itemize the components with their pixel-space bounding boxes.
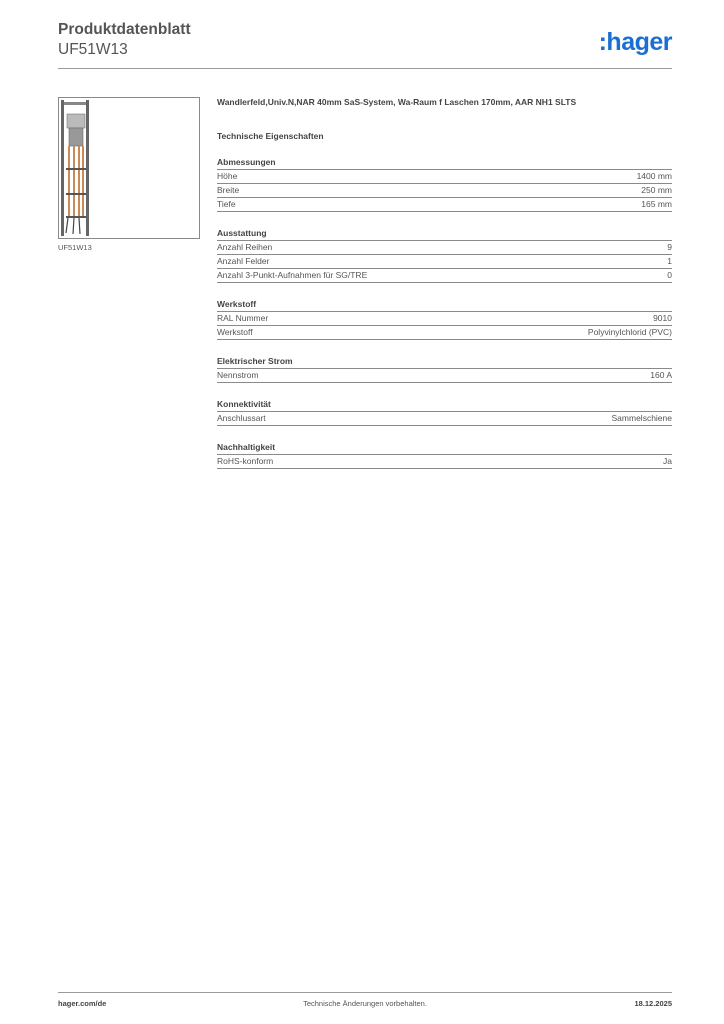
spec-row [217, 312, 672, 326]
spec-label: Tiefe [217, 199, 236, 209]
spec-label: Werkstoff [217, 327, 253, 337]
spec-row [217, 412, 672, 426]
spec-label: Höhe [217, 171, 238, 181]
footer-date: 18.12.2025 [634, 999, 672, 1008]
spec-row [217, 369, 672, 383]
spec-value: 1 [667, 256, 672, 266]
spec-value: 0 [667, 270, 672, 280]
page-header [58, 20, 672, 60]
spec-value: Sammelschiene [611, 413, 672, 423]
spec-label: RoHS-konform [217, 456, 274, 466]
section-elektrischer-strom [217, 356, 672, 383]
section-ausstattung [217, 228, 672, 283]
spec-row [217, 170, 672, 184]
section-nachhaltigkeit [217, 442, 672, 469]
image-caption: UF51W13 [58, 243, 92, 252]
section-werkstoff [217, 299, 672, 340]
hager-logo: :hager [598, 28, 672, 56]
section-title: Nachhaltigkeit [217, 442, 672, 455]
footer-website-link[interactable]: hager.com/de [58, 999, 107, 1008]
spec-label: Anzahl Felder [217, 256, 270, 266]
section-konnektivitaet [217, 399, 672, 426]
spec-row [217, 255, 672, 269]
spec-row [217, 198, 672, 212]
section-abmessungen [217, 157, 672, 212]
section-title: Konnektivität [217, 399, 672, 412]
section-title: Elektrischer Strom [217, 356, 672, 369]
product-code: UF51W13 [58, 41, 128, 58]
product-details [217, 96, 672, 469]
spec-value: 9 [667, 242, 672, 252]
spec-value: 250 mm [641, 185, 672, 195]
spec-value: Polyvinylchlorid (PVC) [587, 327, 672, 337]
spec-value: 9010 [653, 313, 672, 323]
section-title: Werkstoff [217, 299, 672, 312]
spec-row [217, 455, 672, 469]
section-title: Abmessungen [217, 157, 672, 170]
spec-label: Breite [217, 185, 240, 195]
header-divider [58, 68, 672, 69]
page-title: Produktdatenblatt [58, 21, 191, 38]
spec-value: 165 mm [641, 199, 672, 209]
footer-notice: Technische Änderungen vorbehalten. [303, 999, 427, 1008]
spec-value: Ja [663, 456, 672, 466]
spec-label: Anschlussart [217, 413, 266, 423]
spec-label: Nennstrom [217, 370, 259, 380]
footer-divider [58, 992, 672, 993]
spec-row [217, 184, 672, 198]
section-title: Ausstattung [217, 228, 672, 241]
spec-row [217, 269, 672, 283]
product-illustration [59, 98, 199, 238]
spec-value: 1400 mm [636, 171, 672, 181]
spec-value: 160 A [650, 370, 672, 380]
product-description: Wandlerfeld,Univ.N,NAR 40mm SaS-System, Wa-Raum f Laschen 170mm, AAR NH1 SLTS [217, 97, 577, 107]
product-image [58, 97, 200, 239]
spec-label: Anzahl 3-Punkt-Aufnahmen für SG/TRE [217, 270, 368, 280]
spec-label: RAL Nummer [217, 313, 269, 323]
spec-row [217, 326, 672, 340]
spec-row [217, 241, 672, 255]
spec-label: Anzahl Reihen [217, 242, 273, 252]
tech-properties-heading: Technische Eigenschaften [217, 131, 324, 141]
